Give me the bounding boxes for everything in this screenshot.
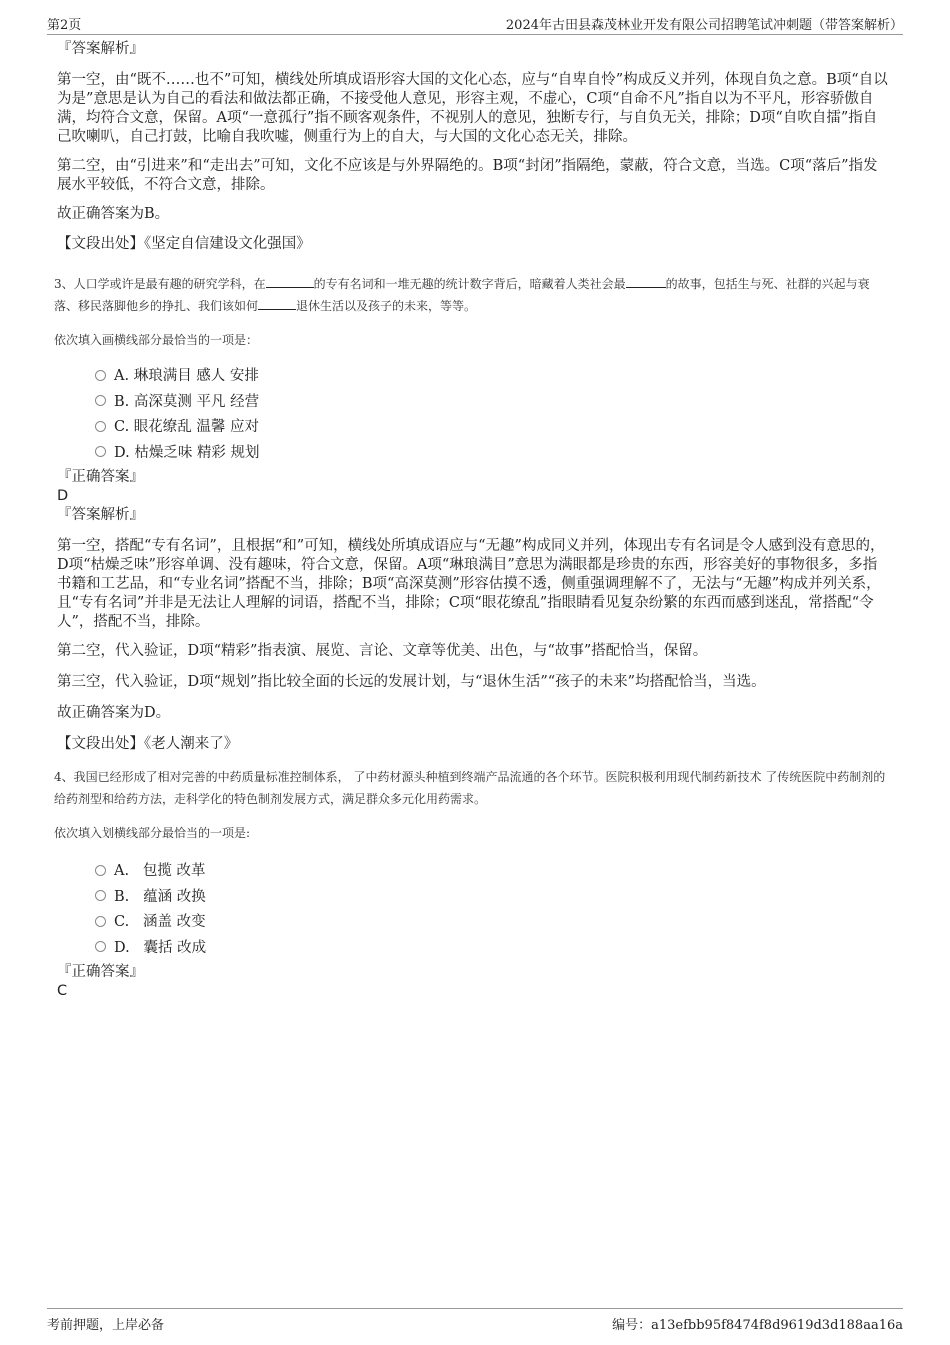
radio-icon[interactable] — [95, 865, 106, 876]
option-a[interactable]: A. 琳琅满目 感人 安排 — [95, 364, 890, 390]
option-a[interactable]: A. 包揽 改革 — [95, 859, 890, 885]
page-number: 第2页 — [47, 18, 82, 33]
question-4-answer: C — [57, 983, 68, 999]
question-4-prompt: 依次填入划横线部分最恰当的一项是: — [54, 826, 251, 840]
document-id: 编号：a13efbb95f8474f8d9619d3d188aa16a — [612, 1318, 903, 1333]
question-3-prompt: 依次填入画横线部分最恰当的一项是： — [54, 333, 259, 347]
question-3-conclusion: 故正确答案为D。 — [57, 705, 171, 721]
prev-analysis-para-2: 第二空，由“引进来”和“走出去”可知，文化不应该是与外界隔绝的。B项“封闭”指隔绝，蒙蔽，符合文意，当选。C项“落后”指发展水平较低，不符合文意，排除。 — [57, 158, 878, 193]
prev-analysis-label: 『答案解析』 — [57, 41, 144, 57]
option-c[interactable]: C. 眼花缭乱 温馨 应对 — [95, 415, 890, 441]
radio-icon[interactable] — [95, 446, 106, 457]
question-4-answer-label: 『正确答案』 — [57, 964, 144, 980]
question-4-stem: 4、我国已经形成了相对完善的中药质量标准控制体系， 了中药材源头种植到终端产品流通的各个环节。医院积极利用现代制药新技术 了传统医院中药制剂的给药剂型和给药方法，走科学化的特色制剂发展方式，满足群众多元化用药需求。 — [54, 770, 886, 806]
footer-slogan: 考前押题，上岸必备 — [47, 1318, 165, 1333]
question-3-answer-label: 『正确答案』 — [57, 469, 144, 485]
document-body — [54, 40, 890, 1001]
blank-3 — [258, 297, 296, 310]
question-3-analysis-para-1: 第一空，搭配“专有名词”，且根据“和”可知，横线处所填成语应与“无趣”构成同义并列，体现出专有名词是令人感到没有意思的，D项“枯燥乏味”形容单调、没有趣味，符合文意，保留。A项“琳琅满目”意思为满眼都是珍贵的东西，形容美好的事物很多，多指书籍和工艺品，和“专业名词”搭配不当，排除；B项“高深莫测”形容估摸不透，侧重强调理解不了，无法与“无趣”构成并列关系，且“专有名词”并非是无法让人理解的词语，搭配不当，排除；C项“眼花缭乱”指眼睛看见复杂纷繁的东西而感到迷乱，常搭配“令人”，搭配不当，排除。 — [57, 538, 885, 630]
page-footer — [47, 1308, 903, 1333]
option-d[interactable]: D. 囊括 改成 — [95, 936, 890, 962]
blank-1 — [266, 275, 314, 288]
radio-icon[interactable] — [95, 370, 106, 381]
prev-source: 【文段出处】《坚定自信建设文化强国》 — [57, 236, 311, 252]
radio-icon[interactable] — [95, 890, 106, 901]
radio-icon[interactable] — [95, 395, 106, 406]
radio-icon[interactable] — [95, 421, 106, 432]
question-3-analysis-label: 『答案解析』 — [57, 507, 144, 523]
question-3-stem: 3、人口学或许是最有趣的研究学科，在 的专有名词和一堆无趣的统计数字背后，暗藏着人类社会最 的故事，包括生与死、社群的兴起与衰落、移民落脚他乡的挣扎、我们该如何 退休生活以及孩子的未来，等等。 — [54, 277, 870, 313]
option-d[interactable]: D. 枯燥乏味 精彩 规划 — [95, 441, 890, 467]
question-4-options — [95, 859, 890, 961]
option-b[interactable]: B. 高深莫测 平凡 经营 — [95, 390, 890, 416]
radio-icon[interactable] — [95, 916, 106, 927]
document-title: 2024年古田县森茂林业开发有限公司招聘笔试冲刺题（带答案解析） — [505, 18, 903, 33]
page-header — [47, 12, 903, 35]
prev-analysis-para-1: 第一空，由“既不……也不”可知，横线处所填成语形容大国的文化心态，应与“自卑自怜”构成反义并列，体现自负之意。B项“自以为是”意思是认为自己的看法和做法都正确，不接受他人意见，形容主观，不虚心，C项“自命不凡”指自以为不平凡，形容骄傲自满，均符合文意，保留。A项“一意孤行”指不顾客观条件，不视别人的意见，独断专行，与自负无关，排除；D项“自吹自擂”指自己吹喇叭，自己打鼓，比喻自我吹嘘，侧重行为上的自大，与大国的文化心态无关，排除。 — [57, 72, 888, 145]
question-3-analysis-para-2: 第二空，代入验证，D项“精彩”指表演、展览、言论、文章等优美、出色，与“故事”搭配恰当，保留。 — [57, 643, 708, 659]
option-c[interactable]: C. 涵盖 改变 — [95, 910, 890, 936]
question-3-options — [95, 364, 890, 466]
question-3-answer: D — [57, 488, 69, 504]
blank-2 — [626, 275, 666, 288]
radio-icon[interactable] — [95, 941, 106, 952]
option-b[interactable]: B. 蕴涵 改换 — [95, 885, 890, 911]
prev-conclusion: 故正确答案为B。 — [57, 206, 170, 222]
question-3-source: 【文段出处】《老人潮来了》 — [57, 736, 239, 752]
question-3-analysis-para-3: 第三空，代入验证，D项“规划”指比较全面的长远的发展计划，与“退休生活”“孩子的未来”均搭配恰当，当选。 — [57, 674, 766, 690]
